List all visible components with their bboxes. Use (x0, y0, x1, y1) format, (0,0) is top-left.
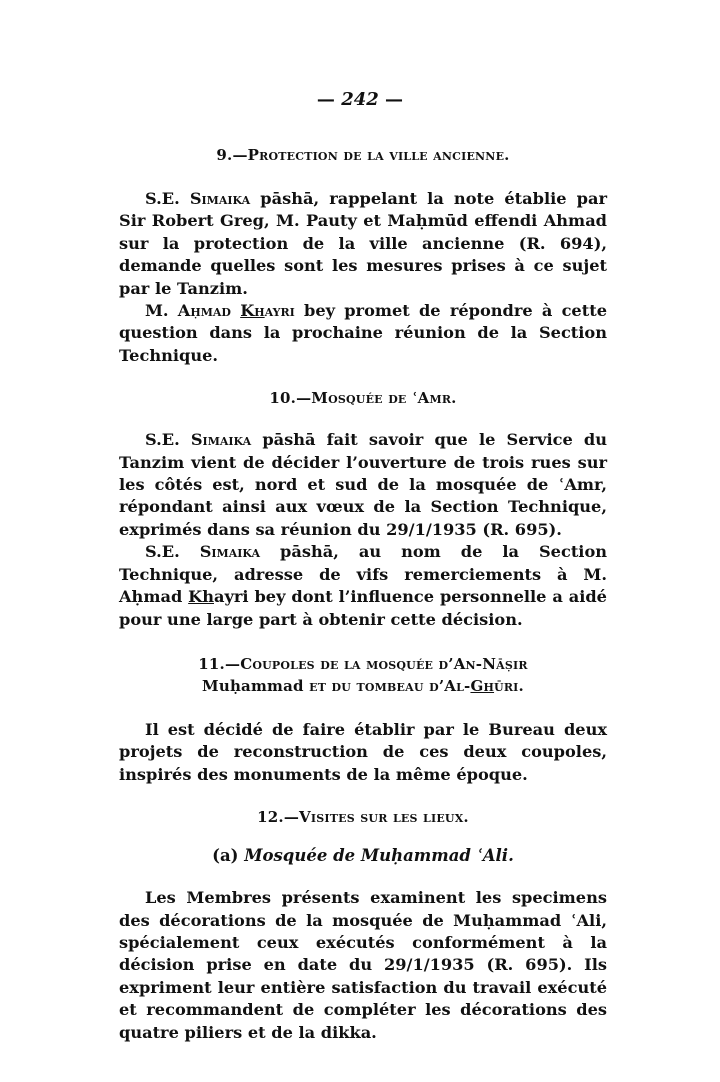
section-11-heading: 11.—Coupoles de la mosquée d’An-Nāṣir Muḥammad et du tombeau d’Al-Ghūri. (198, 654, 528, 695)
page-content (119, 146, 607, 1044)
section-10-paragraph-2: S.E. Simaika pāshā, au nom de la Section Technique, adresse de vifs remerciements à M. Aḥmad Khayri bey dont l’influence personnelle a aidé pour une large part à obtenir cette décision. (119, 542, 608, 629)
section-10-paragraph-1: S.E. Simaika pāshā fait savoir que le Service du Tanzim vient de décider l’ouverture de trois rues sur les côtés est, nord et sud de la mosquée de ʿAmr, répondant ainsi aux vœux de la Section Technique, exprimés dans sa réunion du 29/1/1935 (R. 695). (119, 430, 608, 539)
section-9-paragraph-1: S.E. Simaika pāshā, rappelant la note établie par Sir Robert Greg, M. Pauty et Maḥmūd effendi Ahmad sur la protection de la ville ancienne (R. 694), demande quelles sont les mesures prises à ce sujet par le Tanzim. (119, 189, 608, 298)
section-10-heading: 10.—Mosquée de ʿAmr. (269, 389, 457, 408)
section-12-heading: 12.—Visites sur les lieux. (257, 808, 469, 827)
section-12-subheading: (a) Mosquée de Muḥammad ʿAli. (212, 846, 514, 866)
section-9-heading: 9.—Protection de la ville ancienne. (216, 146, 510, 164)
section-12-paragraph: Les Membres présents examinent les specimens des décorations de la mosquée de Muḥammad ʿAli, spécialement ceux exécutés conformément à la décision prise en date du 29/1/1935 (R. 695). Ils expriment leur entière satisfaction du travail exécuté et recommandent de compléter les décorations des quatre piliers et de la dikka. (119, 888, 607, 1042)
section-9-paragraph-2: M. Aḥmad Khayri bey promet de répondre à cette question dans la prochaine réunion de la Section Technique. (119, 301, 607, 365)
section-11-paragraph: Il est décidé de faire établir par le Bureau deux projets de reconstruction de ces deux coupoles, inspirés des monuments de la même époque. (119, 719, 607, 784)
page-number: — 242 — (316, 89, 404, 110)
